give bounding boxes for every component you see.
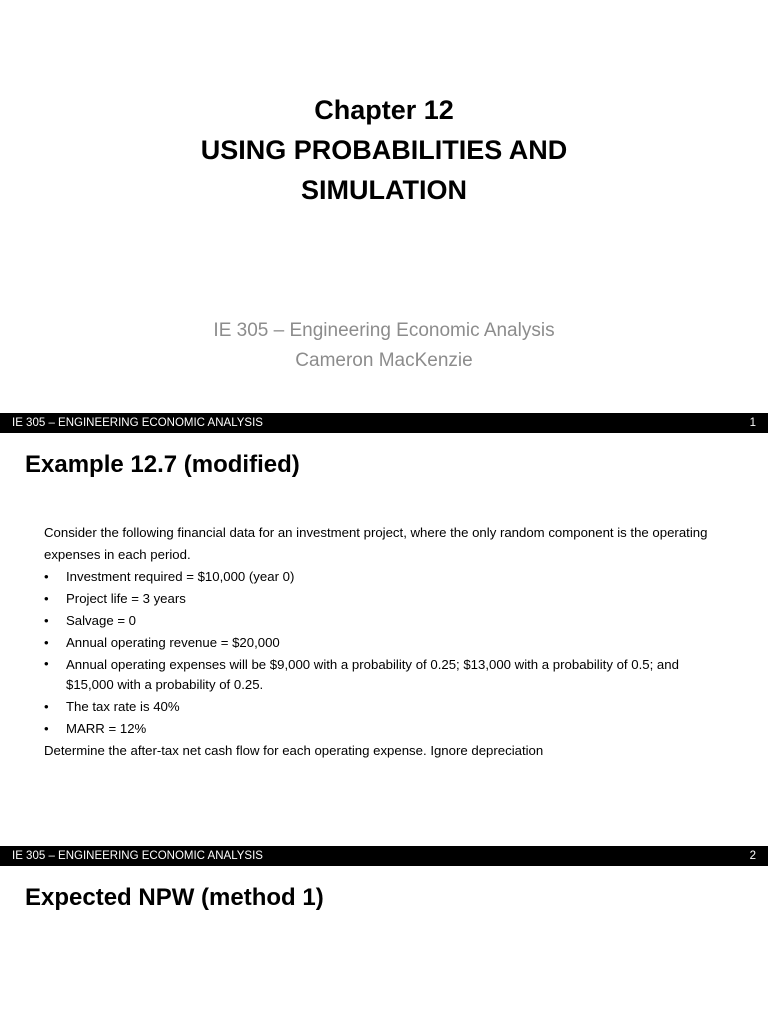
data-list <box>44 566 724 740</box>
course-name: IE 305 – Engineering Economic Analysis <box>213 320 555 341</box>
closing-instruction: Determine the after-tax net cash flow for each operating expense. Ignore depreciation <box>44 743 544 758</box>
chapter-title-line-3: SIMULATION <box>301 175 467 205</box>
footer-course-title: IE 305 – ENGINEERING ECONOMIC ANALYSIS <box>12 850 263 862</box>
footer-page-number: 2 <box>749 850 756 862</box>
chapter-title-line-1: Chapter 12 <box>314 95 454 125</box>
footer-course-title: IE 305 – ENGINEERING ECONOMIC ANALYSIS <box>12 417 263 429</box>
bullet-icon: • <box>44 569 49 584</box>
slide-footer-2 <box>0 846 768 866</box>
bullet-icon: • <box>44 656 49 671</box>
bullet-icon: • <box>44 699 49 714</box>
author-name: Cameron MacKenzie <box>295 350 473 371</box>
bullet-icon: • <box>44 635 49 650</box>
slide-footer-1 <box>0 413 768 433</box>
intro-paragraph: Consider the following financial data for an investment project, where the only random component is the operating expenses in each period. <box>44 525 708 562</box>
slide-body <box>44 522 724 762</box>
chapter-subtitle <box>0 316 768 376</box>
slide-heading-expected-npw: Expected NPW (method 1) <box>25 884 324 911</box>
slide-heading-example: Example 12.7 (modified) <box>25 451 300 478</box>
list-item: • MARR = 12% <box>44 718 724 740</box>
bullet-icon: • <box>44 591 49 606</box>
list-item: • The tax rate is 40% <box>44 696 724 718</box>
chapter-title-line-2: USING PROBABILITIES AND <box>200 135 568 165</box>
list-item: • Investment required = $10,000 (year 0) <box>44 566 724 588</box>
list-item: • Project life = 3 years <box>44 588 724 610</box>
list-item: • Annual operating revenue = $20,000 <box>44 632 724 654</box>
footer-page-number: 1 <box>749 417 756 429</box>
list-item: • Annual operating expenses will be $9,000 with a probability of 0.25; $13,000 with a probability of 0.5; and $15,000 with a probability of 0.25. <box>44 656 679 692</box>
bullet-icon: • <box>44 721 49 736</box>
bullet-icon: • <box>44 613 49 628</box>
list-item: • Salvage = 0 <box>44 610 724 632</box>
chapter-title <box>0 90 768 210</box>
